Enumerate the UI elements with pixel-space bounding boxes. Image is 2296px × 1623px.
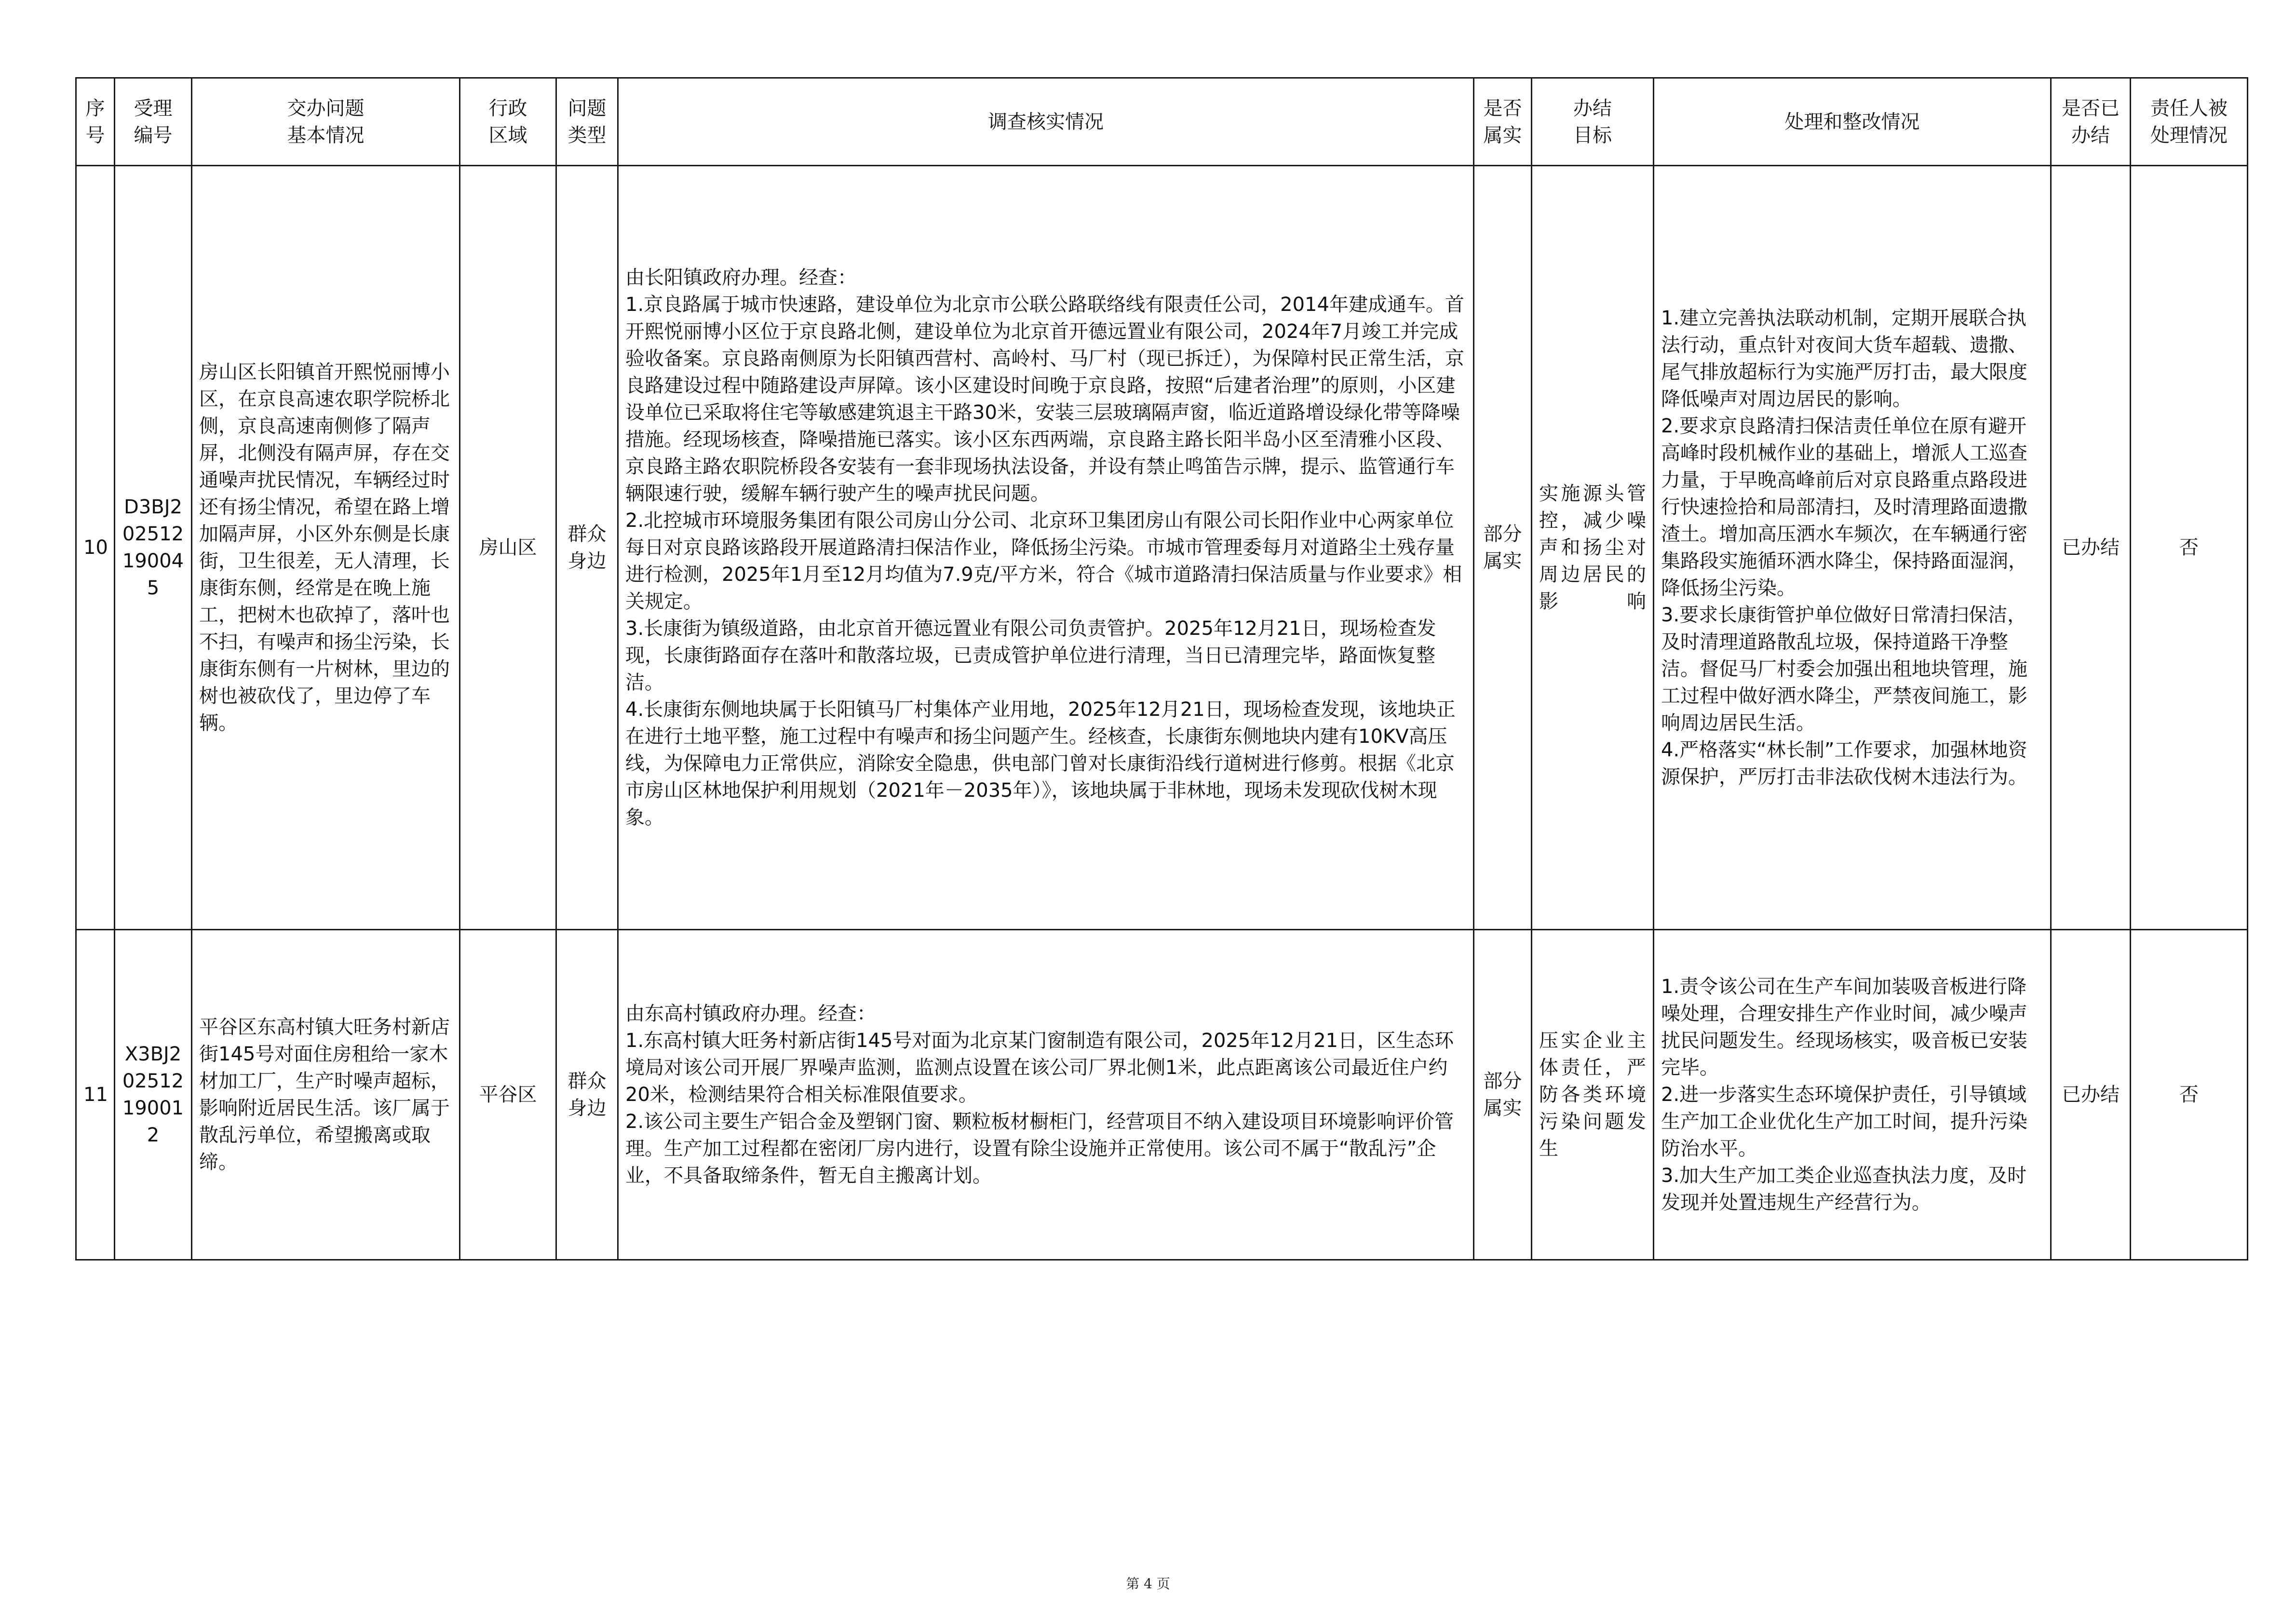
- header-cell: 行政 区域: [460, 78, 556, 166]
- closed-status: 已办结: [2051, 166, 2131, 930]
- district: 房山区: [460, 166, 556, 930]
- issue-description: 房山区长阳镇首开熙悦丽博小区，在京良高速农职学院桥北侧，京良高速南侧修了隔声屏，北侧没有隔声屏，存在交通噪声扰民情况，车辆经过时还有扬尘情况，希望在路上增加隔声屏，小区外东侧是长康街，卫生很差，无人清理，长康街东侧，经常是在晚上施工，把树木也砍掉了，落叶也不扫，有噪声和扬尘污染，长康街东侧有一片树林，里边的树也被砍伐了，里边停了车辆。: [192, 166, 460, 930]
- investigation-findings: 由东高村镇政府办理。经查： 1.东高村镇大旺务村新店街145号对面为北京某门窗制造有限公司，2025年12月21日，区生态环境局对该公司开展厂界噪声监测，监测点设置在该公司厂界北侧1米，此点距离该公司最近住户约20米，检测结果符合相关标准限值要求。 2.该公司主要生产铝合金及塑钢门窗、颗粒板材橱柜门，经营项目不纳入建设项目环境影响评价管理。生产加工过程都在密闭厂房内进行，设置有除尘设施并正常使用。该公司不属于“散乱污”企业，不具备取缔条件，暂无自主搬离计划。: [618, 930, 1474, 1260]
- header-cell: 是否已 办结: [2051, 78, 2131, 166]
- resolution-goal: 实施源头管控，减少噪声和扬尘对周边居民的影响: [1532, 166, 1654, 930]
- header-cell: 受理 编号: [115, 78, 192, 166]
- handling-measures: 1.建立完善执法联动机制，定期开展联合执法行动，重点针对夜间大货车超载、遗撒、尾气排放超标行为实施严厉打击，最大限度降低噪声对周边居民的影响。 2.要求京良路清扫保洁责任单位在原有避开高峰时段机械作业的基础上，增派人工巡查力量，于早晚高峰前后对京良路重点路段进行快速捡拾和局部清扫，及时清理路面遗撒渣土。增加高压洒水车频次，在车辆通行密集路段实施循环洒水降尘，保持路面湿润，降低扬尘污染。 3.要求长康街管护单位做好日常清扫保洁，及时清理道路散乱垃圾，保持道路干净整洁。督促马厂村委会加强出租地块管理，施工过程中做好洒水降尘，严禁夜间施工，影响周边居民生活。 4.严格落实“林长制”工作要求，加强林地资源保护，严厉打击非法砍伐树木违法行为。: [1654, 166, 2051, 930]
- table-header-row: [76, 78, 2248, 166]
- row-number: 11: [76, 930, 115, 1260]
- handling-measures: 1.责令该公司在生产车间加装吸音板进行降噪处理，合理安排生产作业时间，减少噪声扰民问题发生。经现场核实，吸音板已安装完毕。 2.进一步落实生态环境保护责任，引导镇域生产加工企业优化生产加工时间，提升污染防治水平。 3.加大生产加工类企业巡查执法力度，及时发现并处置违规生产经营行为。: [1654, 930, 2051, 1260]
- issue-type: 群众 身边: [556, 166, 618, 930]
- verified-status: 部分 属实: [1474, 166, 1532, 930]
- header-cell: 是否 属实: [1474, 78, 1532, 166]
- case-id: X3BJ2 02512 19001 2: [115, 930, 192, 1260]
- case-id: D3BJ2 02512 19004 5: [115, 166, 192, 930]
- issue-type: 群众 身边: [556, 930, 618, 1260]
- table-row: [76, 166, 2248, 930]
- header-cell: 责任人被 处理情况: [2131, 78, 2248, 166]
- accountability-status: 否: [2131, 930, 2248, 1260]
- resolution-goal: 压实企业主体责任，严防各类环境污染问题发生: [1532, 930, 1654, 1260]
- closed-status: 已办结: [2051, 930, 2131, 1260]
- row-number: 10: [76, 166, 115, 930]
- accountability-status: 否: [2131, 166, 2248, 930]
- issue-description: 平谷区东高村镇大旺务村新店街145号对面住房租给一家木材加工厂，生产时噪声超标，影响附近居民生活。该厂属于散乱污单位，希望搬离或取缔。: [192, 930, 460, 1260]
- header-cell: 调查核实情况: [618, 78, 1474, 166]
- page-number: 第 4 页: [1126, 1576, 1170, 1592]
- verified-status: 部分 属实: [1474, 930, 1532, 1260]
- investigation-findings: 由长阳镇政府办理。经查： 1.京良路属于城市快速路，建设单位为北京市公联公路联络线有限责任公司，2014年建成通车。首开熙悦丽博小区位于京良路北侧，建设单位为北京首开德远置业有限公司，2024年7月竣工并完成验收备案。京良路南侧原为长阳镇西营村、高岭村、马厂村（现已拆迁），为保障村民正常生活，京良路建设过程中随路建设声屏障。该小区建设时间晚于京良路，按照“后建者治理”的原则，小区建设单位已采取将住宅等敏感建筑退主干路30米，安装三层玻璃隔声窗，临近道路增设绿化带等降噪措施。经现场核查，降噪措施已落实。该小区东西两端，京良路主路长阳半岛小区至清雅小区段、京良路主路农职院桥段各安装有一套非现场执法设备，并设有禁止鸣笛告示牌，提示、监管通行车辆限速行驶，缓解车辆行驶产生的噪声扰民问题。 2.北控城市环境服务集团有限公司房山分公司、北京环卫集团房山有限公司长阳作业中心两家单位每日对京良路该路段开展道路清扫保洁作业，降低扬尘污染。市城市管理委每月对道路尘土残存量进行检测，2025年1月至12月均值为7.9克/平方米，符合《城市道路清扫保洁质量与作业要求》相关规定。 3.长康街为镇级道路，由北京首开德远置业有限公司负责管护。2025年12月21日，现场检查发现，长康街路面存在落叶和散落垃圾，已责成管护单位进行清理，当日已清理完毕，路面恢复整洁。 4.长康街东侧地块属于长阳镇马厂村集体产业用地，2025年12月21日，现场检查发现，该地块正在进行土地平整，施工过程中有噪声和扬尘问题产生。经核查，长康街东侧地块内建有10KV高压线，为保障电力正常供应，消除安全隐患，供电部门曾对长康街沿线行道树进行修剪。根据《北京市房山区林地保护利用规划（2021年－2035年）》，该地块属于非林地，现场未发现砍伐树木现象。: [618, 166, 1474, 930]
- issue-table: [75, 77, 2248, 1261]
- header-cell: 序 号: [76, 78, 115, 166]
- table-row: [76, 930, 2248, 1260]
- header-cell: 问题 类型: [556, 78, 618, 166]
- header-cell: 交办问题 基本情况: [192, 78, 460, 166]
- header-cell: 办结 目标: [1532, 78, 1654, 166]
- header-cell: 处理和整改情况: [1654, 78, 2051, 166]
- district: 平谷区: [460, 930, 556, 1260]
